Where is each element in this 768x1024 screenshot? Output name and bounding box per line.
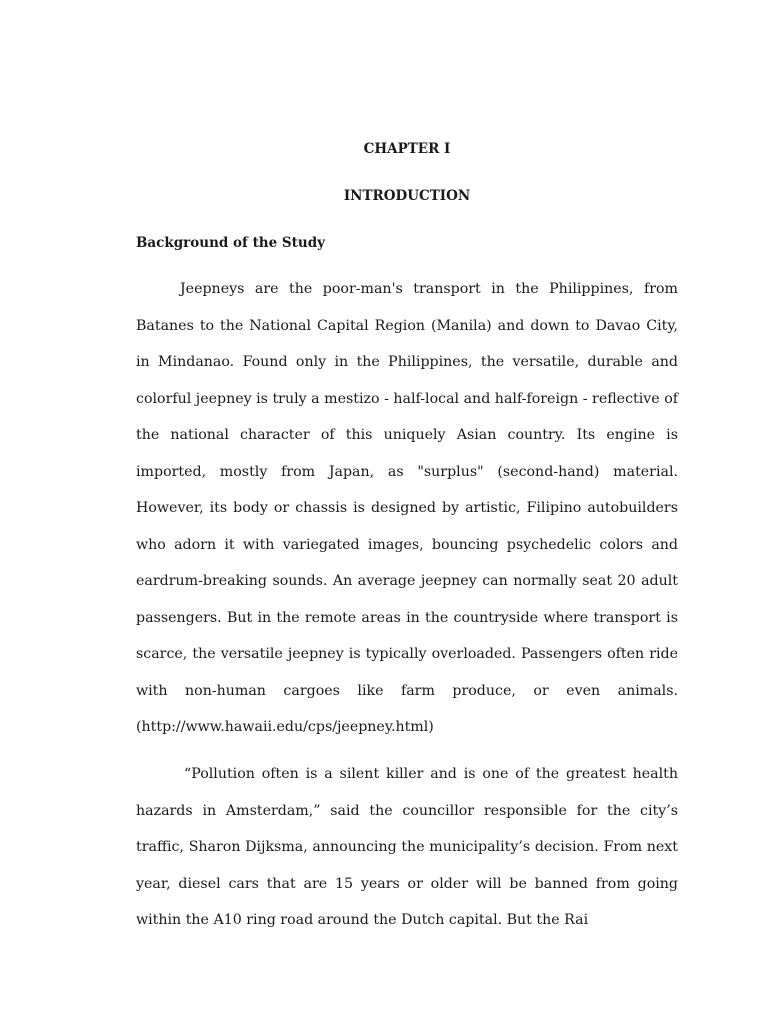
chapter-title: INTRODUCTION (343, 188, 471, 204)
chapter-heading: CHAPTER I (363, 141, 451, 157)
section-heading: Background of the Study (136, 235, 325, 251)
body-paragraph: Jeepneys are the poor-man's transport in the Philippines, from Batanes to the National Capital Region (Manila) and down to Davao City, in Mindanao. Found only in the Philippines, the versatile, durable and colorful jeepney is truly a mestizo - half-local and half-foreign - reflective of the national character of this uniquely Asian country. Its engine is imported, mostly from Japan, as "surplus" (second-hand) material. However, its body or chassis is designed by artistic, Filipino autobuilders who adorn it with variegated images, bouncing psychedelic colors and eardrum-breaking sounds. An average jeepney can normally seat 20 adult passengers. But in the remote areas in the countryside where transport is scarce, the versatile jeepney is typically overloaded. Passengers often ride with non-human cargoes like farm produce, or even animals. (http://www.hawaii.edu/cps/jeepney.html) (136, 281, 678, 735)
body-paragraph: “Pollution often is a silent killer and is one of the greatest health hazards in Amsterdam,” said the councillor responsible for the city’s traffic, Sharon Dijksma, announcing the municipality’s decision. From next year, diesel cars that are 15 years or older will be banned from going within the A10 ring road around the Dutch capital. But the Rai (136, 766, 678, 928)
